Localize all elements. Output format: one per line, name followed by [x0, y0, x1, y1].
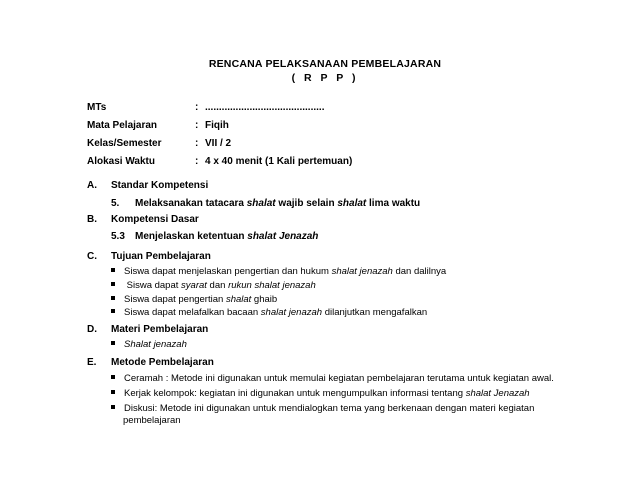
- list-item: [111, 339, 187, 350]
- list-item: [111, 388, 530, 399]
- list-item: [111, 403, 534, 414]
- competency-text: wajib selain: [275, 198, 338, 209]
- bullet-icon: [111, 405, 115, 409]
- list-item-continuation: pembelajaran: [123, 415, 181, 426]
- competency-em: shalat: [337, 198, 367, 209]
- info-label: MTs: [87, 102, 107, 113]
- section-letter: C.: [87, 251, 97, 262]
- bullet-icon: [111, 268, 115, 272]
- item-text: Kerjak kelompok: kegiatan ini digunakan untuk mengumpulkan informasi tentang: [124, 388, 466, 399]
- section-title: Metode Pembelajaran: [111, 357, 214, 368]
- competency-em: shalat Jenazah: [247, 231, 319, 242]
- item-text: dilanjutkan mengafalkan: [322, 307, 428, 318]
- section-letter: B.: [87, 214, 97, 225]
- section-title: Tujuan Pembelajaran: [111, 251, 211, 262]
- info-sep: :: [195, 102, 199, 113]
- section-a-heading: [87, 180, 208, 191]
- info-sep: :: [195, 138, 199, 149]
- list-item: [111, 280, 316, 291]
- item-em: rukun shalat jenazah: [228, 280, 316, 291]
- bullet-icon: [111, 390, 115, 394]
- item-text: Siswa dapat: [124, 280, 182, 291]
- item-em: syarat: [181, 280, 207, 291]
- info-row-class: [87, 138, 231, 149]
- info-row-subject: [87, 120, 229, 131]
- competency-text: Menjelaskan ketentuan: [135, 231, 248, 242]
- info-value: Fiqih: [205, 120, 229, 131]
- item-em: shalat jenazah: [331, 266, 393, 277]
- item-text: Siswa dapat melafalkan bacaan: [124, 307, 261, 318]
- section-title: Materi Pembelajaran: [111, 324, 209, 335]
- item-text: Ceramah : Metode ini digunakan untuk memulai kegiatan pembelajaran terutama untuk kegiatan awal.: [124, 373, 554, 384]
- item-text: Siswa dapat menjelaskan pengertian dan hukum: [124, 266, 332, 277]
- bullet-icon: [111, 309, 115, 313]
- info-label: Kelas/Semester: [87, 138, 162, 149]
- item-em: Shalat jenazah: [124, 339, 187, 350]
- info-label: Alokasi Waktu: [87, 156, 155, 167]
- section-letter: E.: [87, 357, 97, 368]
- info-row-time: [87, 156, 352, 167]
- section-letter: D.: [87, 324, 97, 335]
- item-text: Siswa dapat pengertian: [124, 294, 226, 305]
- info-value: ...........................................: [205, 102, 325, 113]
- section-letter: A.: [87, 180, 97, 191]
- item-text: ghaib: [251, 294, 278, 305]
- item-text: dan dalilnya: [392, 266, 447, 277]
- item-em: shalat: [225, 294, 252, 305]
- section-b-heading: [87, 214, 199, 225]
- competency-number: 5.3: [111, 231, 125, 242]
- info-label: Mata Pelajaran: [87, 120, 158, 131]
- competency-em: shalat: [246, 198, 276, 209]
- item-text: Diskusi: Metode ini digunakan untuk mendialogkan tema yang berkenaan dengan materi kegiatan: [124, 403, 535, 414]
- basic-competency: [111, 231, 318, 242]
- item-text: dan: [206, 280, 229, 291]
- list-item: [111, 266, 446, 277]
- bullet-icon: [111, 296, 115, 300]
- bullet-icon: [111, 341, 115, 345]
- section-e-heading: [87, 357, 214, 368]
- info-sep: :: [195, 156, 199, 167]
- item-em: shalat Jenazah: [465, 388, 530, 399]
- standard-competency: [111, 198, 420, 209]
- section-c-heading: [87, 251, 211, 262]
- list-item: [111, 294, 277, 305]
- info-value: 4 x 40 menit (1 Kali pertemuan): [205, 156, 353, 167]
- list-item: [111, 307, 427, 318]
- section-title: Kompetensi Dasar: [111, 214, 199, 225]
- section-d-heading: [87, 324, 208, 335]
- item-em: shalat jenazah: [260, 307, 323, 318]
- competency-number: 5.: [111, 198, 120, 209]
- list-item: [111, 373, 554, 384]
- info-sep: :: [195, 120, 199, 131]
- section-title: Standar Kompetensi: [111, 180, 209, 191]
- document-subtitle: ( R P P ): [291, 72, 359, 84]
- competency-text: lima waktu: [366, 198, 421, 209]
- info-value: VII / 2: [205, 138, 232, 149]
- bullet-icon: [111, 375, 115, 379]
- document-title: RENCANA PELAKSANAAN PEMBELAJARAN: [208, 58, 442, 70]
- info-row-mts: [87, 102, 324, 113]
- bullet-icon: [111, 282, 115, 286]
- competency-text: Melaksanakan tatacara: [135, 198, 247, 209]
